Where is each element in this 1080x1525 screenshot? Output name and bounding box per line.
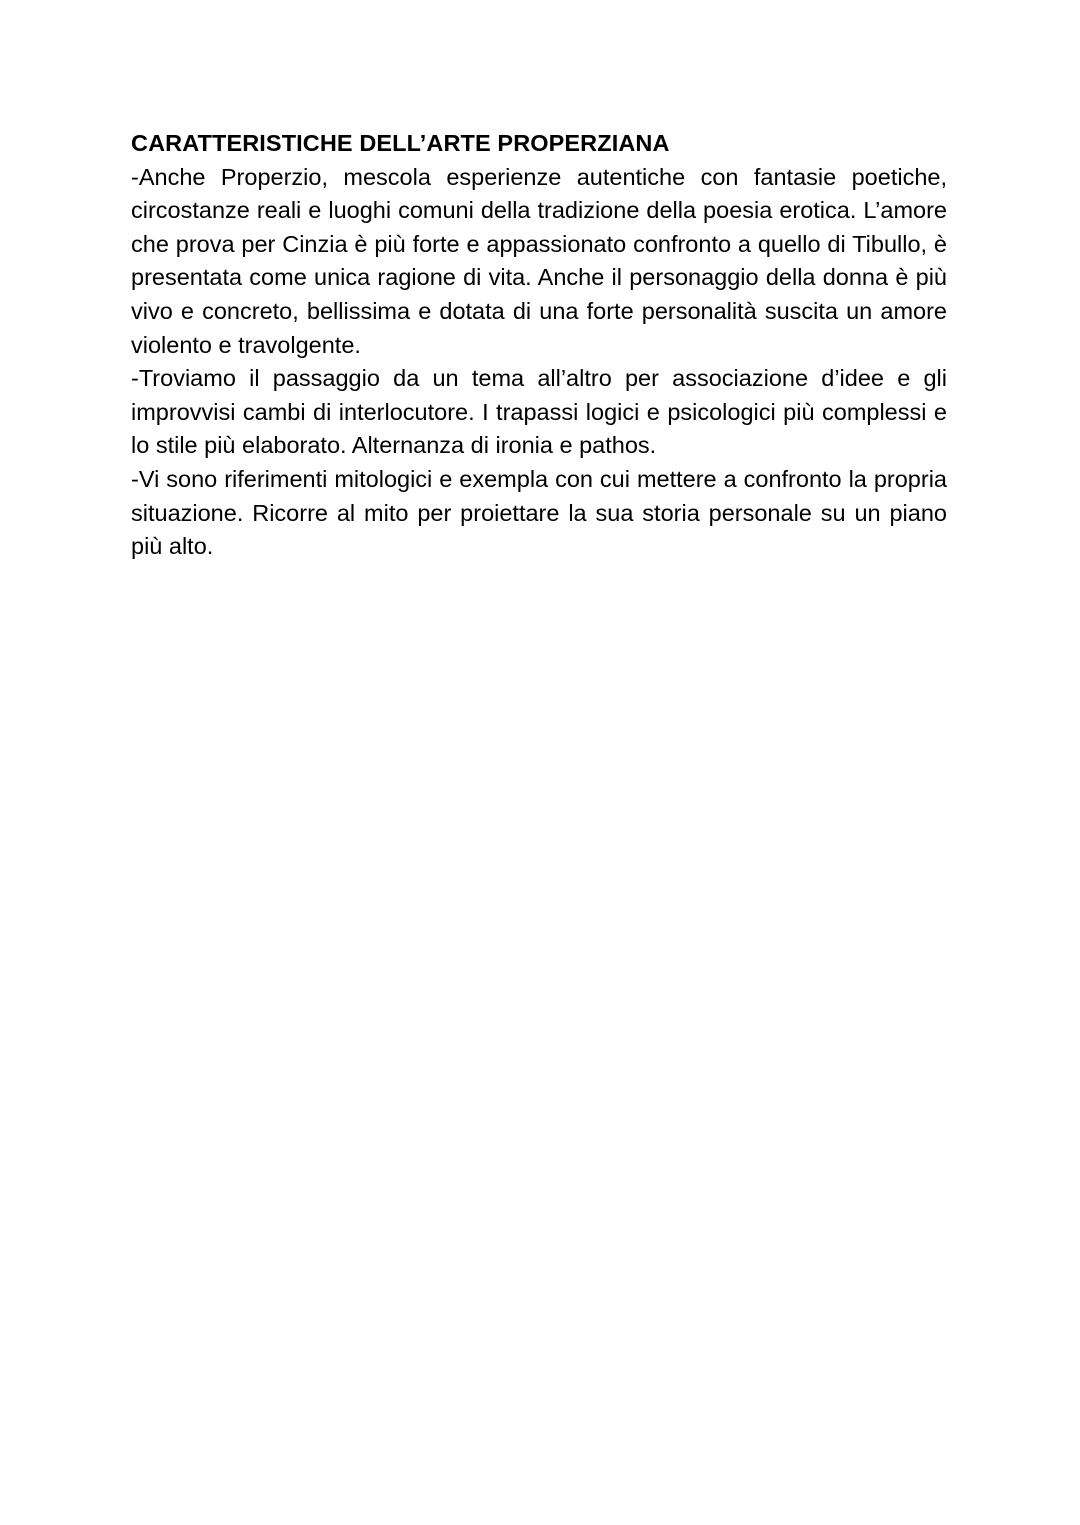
document-page [131, 127, 947, 564]
paragraph-love-cinzia: -Anche Properzio, mescola esperienze autentiche con fantasie poetiche, circostanze reali e luoghi comuni della tradizione della poesia erotica. L’amore che prova per Cinzia è più forte e appassionato confronto a quello di Tibullo, è presentata come unica ragione di vita. Anche il personaggio della donna è più vivo e concreto, bellissima e dotata di una forte personalità suscita un amore violento e travolgente. [131, 163, 947, 358]
document-title: CARATTERISTICHE DELL’ARTE PROPERZIANA [131, 130, 670, 156]
paragraph-style: -Troviamo il passaggio da un tema all’altro per associazione d’idee e gli improvvisi cambi di interlocutore. I trapassi logici e psicologici più complessi e lo stile più elaborato. Alternanza di ironia e pathos. [131, 365, 947, 459]
paragraph-myth: -Vi sono riferimenti mitologici e exempla con cui mettere a confronto la propria situazione. Ricorre al mito per proiettare la sua storia personale su un piano più alto. [131, 465, 947, 560]
